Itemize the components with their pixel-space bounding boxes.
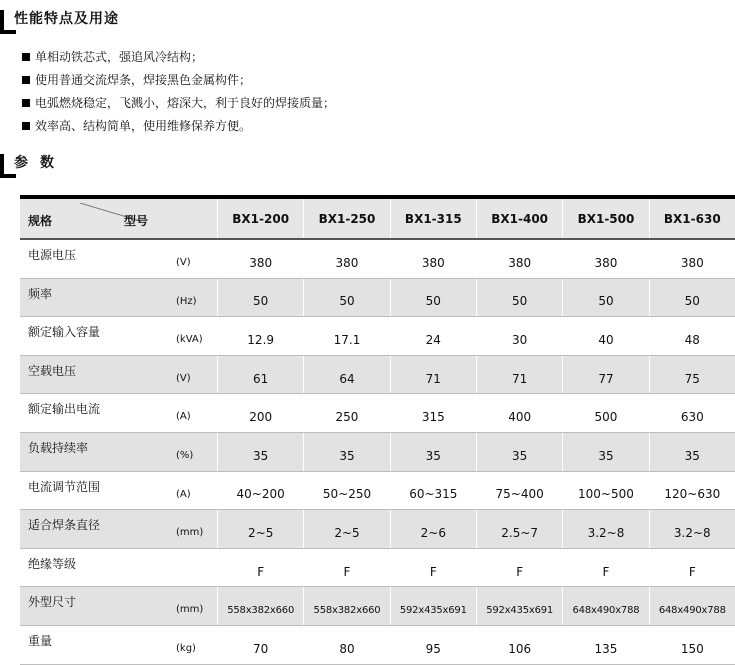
table-row xyxy=(20,510,735,549)
table-cell: 71 xyxy=(390,356,476,394)
table-cell: 77 xyxy=(562,356,648,394)
section-heading-parameters xyxy=(0,150,200,178)
row-parameter-name: 电源电压 xyxy=(28,248,77,262)
table-cell: 648x490x788 xyxy=(649,587,735,625)
table-cell: 35 xyxy=(562,433,648,471)
table-cell: 2~5 xyxy=(217,510,303,548)
table-cell: 40 xyxy=(562,317,648,355)
table-cell: F xyxy=(476,549,562,587)
table-cell: 380 xyxy=(649,240,735,278)
table-cell: 71 xyxy=(476,356,562,394)
section-title: 参数 xyxy=(14,155,66,171)
table-cell: 592x435x691 xyxy=(476,587,562,625)
table-body xyxy=(20,240,735,665)
table-cell: 2.5~7 xyxy=(476,510,562,548)
table-cell: 50~250 xyxy=(303,472,389,510)
model-column-header: BX1-630 xyxy=(649,199,735,238)
table-cell: 75~400 xyxy=(476,472,562,510)
table-cell: F xyxy=(390,549,476,587)
table-cell: 35 xyxy=(476,433,562,471)
table-cell: F xyxy=(562,549,648,587)
table-cell: 70 xyxy=(217,626,303,664)
row-unit: (mm) xyxy=(176,604,204,616)
table-cell: 200 xyxy=(217,394,303,432)
feature-item: 电弧燃烧稳定，飞溅小，熔深大，利于良好的焊接质量； xyxy=(22,92,335,115)
feature-item: 单相动铁芯式，强追风冷结构； xyxy=(22,46,335,69)
table-cell: 35 xyxy=(303,433,389,471)
table-cell: 50 xyxy=(217,279,303,317)
table-cell: 50 xyxy=(390,279,476,317)
feature-item: 效率高、结构简单，使用维修保养方便。 xyxy=(22,115,335,138)
model-column-header: BX1-200 xyxy=(217,199,303,238)
table-row xyxy=(20,549,735,588)
model-column-header: BX1-250 xyxy=(303,199,389,238)
header-spec-label: 规格 xyxy=(28,214,53,228)
section-heading-features xyxy=(0,6,200,34)
table-row xyxy=(20,240,735,279)
table-cell: 35 xyxy=(390,433,476,471)
row-parameter-name: 额定输出电流 xyxy=(28,402,101,417)
model-column-header: BX1-500 xyxy=(562,199,648,238)
row-parameter-name: 空载电压 xyxy=(28,363,77,378)
table-row xyxy=(20,472,735,511)
table-cell: 48 xyxy=(649,317,735,355)
bullet-square-icon xyxy=(22,53,30,61)
table-cell: 30 xyxy=(476,317,562,355)
table-cell: 12.9 xyxy=(217,317,303,355)
table-cell: 400 xyxy=(476,394,562,432)
row-unit: (A) xyxy=(176,488,191,500)
row-unit: (Hz) xyxy=(176,295,197,307)
table-row xyxy=(20,394,735,433)
row-unit: (kg) xyxy=(176,642,196,654)
table-cell: 380 xyxy=(476,240,562,278)
row-unit: (V) xyxy=(176,372,191,384)
row-parameter-name: 电流调节范围 xyxy=(28,479,101,494)
table-row xyxy=(20,317,735,356)
table-cell: 100~500 xyxy=(562,472,648,510)
table-cell: 630 xyxy=(649,394,735,432)
table-cell: 95 xyxy=(390,626,476,664)
table-cell: 648x490x788 xyxy=(562,587,648,625)
table-cell: 150 xyxy=(649,626,735,664)
row-parameter-name: 绝缘等级 xyxy=(28,556,77,571)
table-cell: 40~200 xyxy=(217,472,303,510)
row-parameter-name: 额定输入容量 xyxy=(28,325,101,340)
table-cell: 120~630 xyxy=(649,472,735,510)
row-parameter-name: 外型尺寸 xyxy=(28,595,77,610)
table-cell: 106 xyxy=(476,626,562,664)
table-cell: 315 xyxy=(390,394,476,432)
table-cell: 50 xyxy=(476,279,562,317)
table-row xyxy=(20,279,735,318)
table-row xyxy=(20,433,735,472)
table-cell: F xyxy=(649,549,735,587)
spec-table xyxy=(20,195,735,665)
table-cell: F xyxy=(217,549,303,587)
table-cell: 380 xyxy=(562,240,648,278)
feature-list xyxy=(22,46,335,138)
table-cell: 380 xyxy=(217,240,303,278)
table-cell: 3.2~8 xyxy=(649,510,735,548)
table-cell: 380 xyxy=(390,240,476,278)
table-cell: 61 xyxy=(217,356,303,394)
table-cell: 60~315 xyxy=(390,472,476,510)
row-unit: (%) xyxy=(176,449,194,461)
model-column-header: BX1-400 xyxy=(476,199,562,238)
table-cell: 558x382x660 xyxy=(303,587,389,625)
table-cell: 250 xyxy=(303,394,389,432)
bullet-square-icon xyxy=(22,99,30,107)
table-cell: 50 xyxy=(303,279,389,317)
table-cell: 64 xyxy=(303,356,389,394)
table-header-row xyxy=(20,199,735,240)
table-cell: 35 xyxy=(217,433,303,471)
table-cell: 17.1 xyxy=(303,317,389,355)
table-cell: 2~6 xyxy=(390,510,476,548)
row-unit: (mm) xyxy=(176,527,204,539)
feature-item: 使用普通交流焊条，焊接黑色金属构件； xyxy=(22,69,335,92)
row-unit: (A) xyxy=(176,411,191,423)
bullet-square-icon xyxy=(22,76,30,84)
table-cell: 50 xyxy=(562,279,648,317)
table-cell: 35 xyxy=(649,433,735,471)
row-parameter-name: 频率 xyxy=(28,286,53,301)
header-model-label: 型号 xyxy=(124,214,149,228)
bullet-square-icon xyxy=(22,122,30,130)
table-cell: F xyxy=(303,549,389,587)
table-cell: 380 xyxy=(303,240,389,278)
table-row xyxy=(20,626,735,665)
table-row xyxy=(20,356,735,395)
table-cell: 3.2~8 xyxy=(562,510,648,548)
row-parameter-name: 重量 xyxy=(28,633,53,648)
section-title: 性能特点及用途 xyxy=(14,11,119,27)
table-cell: 50 xyxy=(649,279,735,317)
row-parameter-name: 适合焊条直径 xyxy=(28,518,101,533)
row-parameter-name: 负载持续率 xyxy=(28,440,89,455)
table-cell: 135 xyxy=(562,626,648,664)
model-column-header: BX1-315 xyxy=(390,199,476,238)
table-cell: 500 xyxy=(562,394,648,432)
table-cell: 24 xyxy=(390,317,476,355)
table-row xyxy=(20,587,735,626)
table-cell: 80 xyxy=(303,626,389,664)
row-unit: (kVA) xyxy=(176,334,203,346)
table-cell: 558x382x660 xyxy=(217,587,303,625)
table-cell: 75 xyxy=(649,356,735,394)
row-unit: (V) xyxy=(176,257,191,268)
table-cell: 592x435x691 xyxy=(390,587,476,625)
table-cell: 2~5 xyxy=(303,510,389,548)
